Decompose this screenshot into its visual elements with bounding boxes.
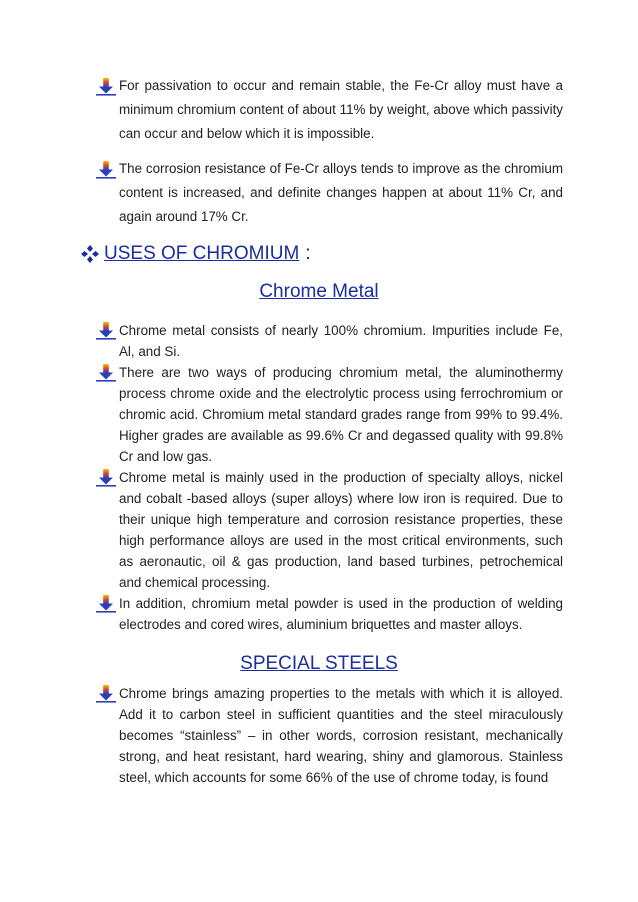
- chrome-metal-bullet-list: [0, 320, 638, 635]
- list-item: [0, 593, 638, 635]
- bullet-text: The corrosion resistance of Fe-Cr alloys tends to improve as the chromium content is increased, and definite changes happen at about 11% Cr, and again around 17% Cr.: [119, 161, 563, 224]
- bullet-text: Chrome metal consists of nearly 100% chromium. Impurities include Fe, Al, and Si.: [119, 323, 563, 359]
- section-title: USES OF CHROMIUM: [104, 243, 300, 264]
- special-steels-heading: SPECIAL STEELS: [240, 653, 398, 674]
- four-diamond-icon: [80, 244, 100, 264]
- list-item: [0, 683, 638, 788]
- bullet-text: In addition, chromium metal powder is used in the production of welding electrodes and cored wires, aluminium briquettes and master alloys.: [119, 596, 563, 632]
- chrome-metal-heading: Chrome Metal: [259, 281, 379, 302]
- down-arrow-icon: [96, 320, 116, 340]
- down-arrow-icon: [96, 76, 116, 96]
- list-item: [0, 74, 638, 146]
- bullet-text: Chrome brings amazing properties to the metals with which it is alloyed. Add it to carbon steel in sufficient quantities and the steel miraculously becomes “stainless” – in other words, corrosion resistant, mechanically strong, and heat resistant, hard wearing, shiny and glamorous. Stainless steel, which accounts for some 66% of the use of chrome today, is found: [119, 686, 563, 785]
- list-item: [0, 467, 638, 593]
- intro-bullet-list: [0, 74, 638, 240]
- down-arrow-icon: [96, 593, 116, 613]
- bullet-text: Chrome metal is mainly used in the production of specialty alloys, nickel and cobalt -based alloys (super alloys) where low iron is required. Due to their unique high temperature and corrosion resistance properties, these high performance alloys are used in the most critical environments, such as aeronautic, oil & gas production, land based turbines, petrochemical and chemical processing.: [119, 470, 563, 590]
- bullet-text: There are two ways of producing chromium metal, the aluminothermy process chrome oxide and the electrolytic process using ferrochromium or chromic acid. Chromium metal standard grades range from 99% to 99.4%. Higher grades are available as 99.6% Cr and degassed quality with 99.8% Cr and low gas.: [119, 365, 563, 464]
- list-item: [0, 362, 638, 467]
- section-heading: [80, 243, 311, 265]
- section-colon: :: [305, 243, 311, 264]
- list-item: [0, 320, 638, 362]
- down-arrow-icon: [96, 159, 116, 179]
- down-arrow-icon: [96, 683, 116, 703]
- down-arrow-icon: [96, 467, 116, 487]
- list-item: [0, 157, 638, 229]
- down-arrow-icon: [96, 362, 116, 382]
- special-steels-bullet-list: [0, 683, 638, 788]
- bullet-text: For passivation to occur and remain stable, the Fe-Cr alloy must have a minimum chromium content of about 11% by weight, above which passivity can occur and below which it is impossible.: [119, 78, 563, 141]
